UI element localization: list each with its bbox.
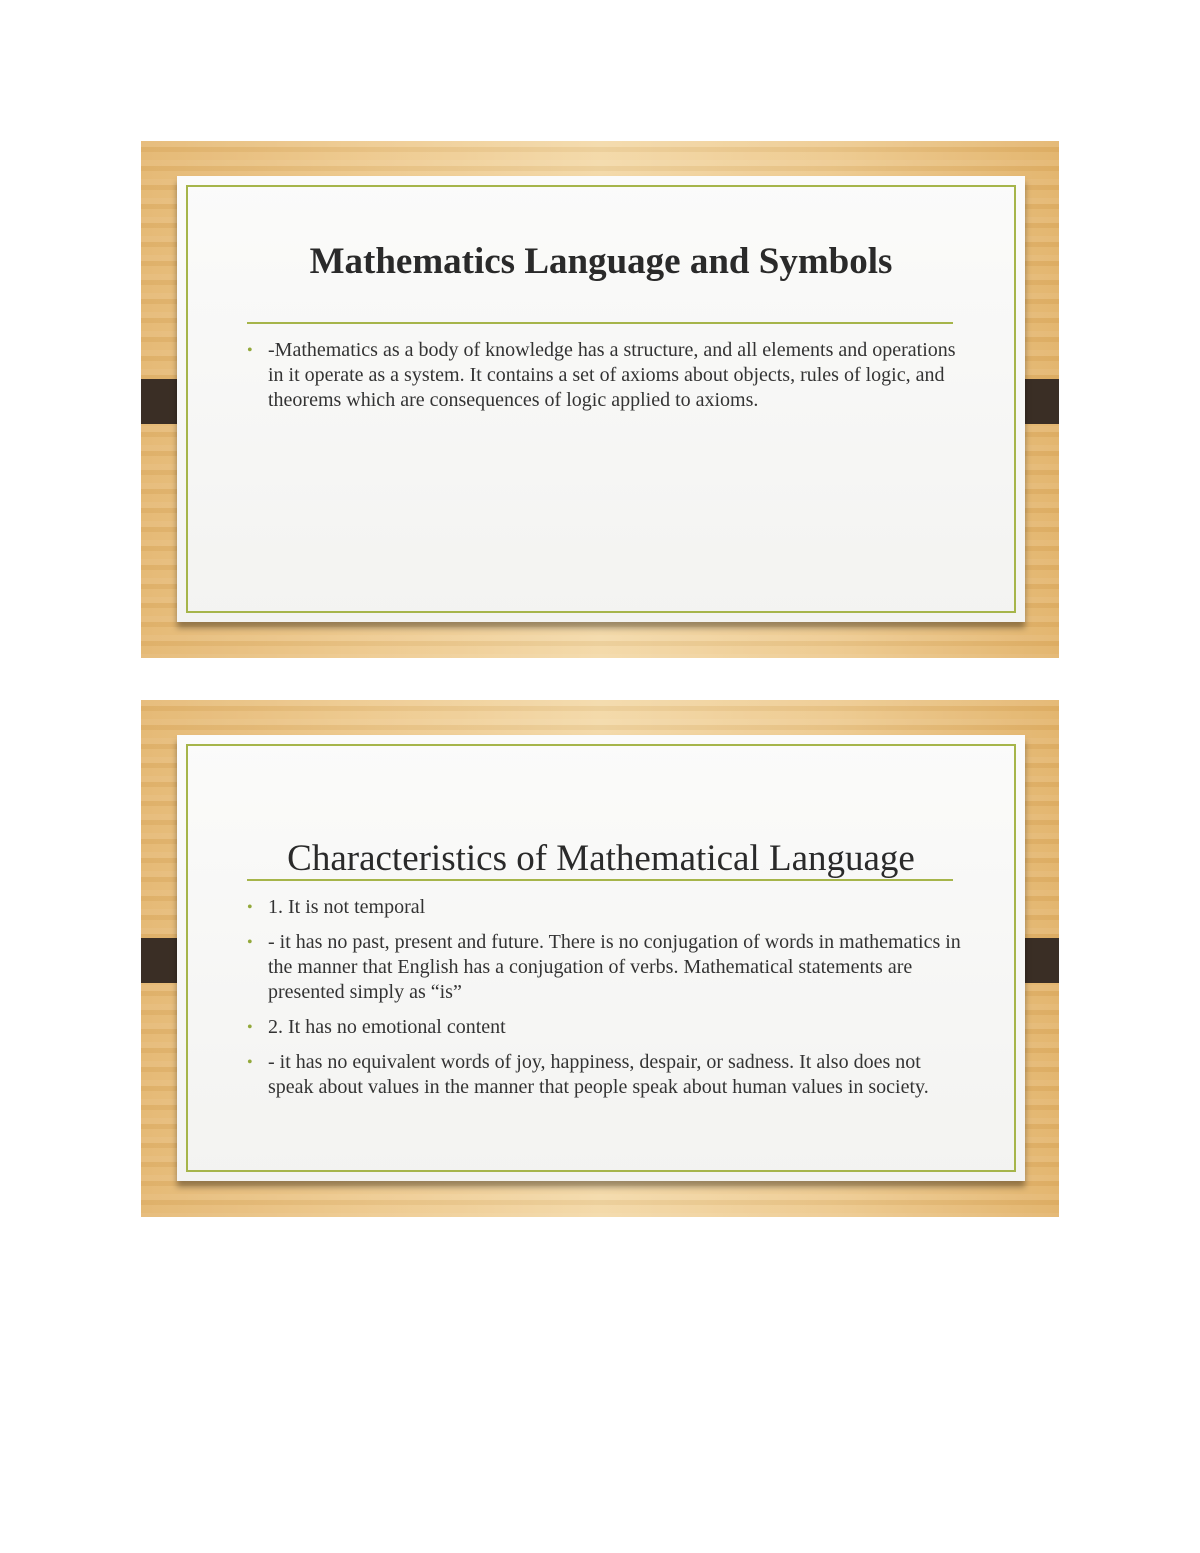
bullet-item <box>247 1050 962 1100</box>
bullet-icon: • <box>247 1054 253 1071</box>
bullet-text: - it has no equivalent words of joy, happiness, despair, or sadness. It also does not speak about values in the manner that people speak about human values in society. <box>268 1051 929 1098</box>
bullet-icon: • <box>247 934 253 951</box>
title-divider <box>247 879 953 881</box>
slide-title: Mathematics Language and Symbols <box>309 241 893 282</box>
bullet-item <box>247 1015 962 1040</box>
bullet-item <box>247 930 962 1005</box>
bullet-icon: • <box>247 1019 253 1036</box>
slide-2 <box>141 700 1059 1217</box>
slide-title: Characteristics of Mathematical Language <box>287 838 915 879</box>
slide-1 <box>141 141 1059 658</box>
bullet-list <box>247 895 962 1110</box>
title-divider <box>247 322 953 324</box>
bullet-text: - it has no past, present and future. There is no conjugation of words in mathematics in the manner that English has a conjugation of verbs. Mathematical statements are presented simply as “is” <box>268 931 961 1003</box>
bullet-text: -Mathematics as a body of knowledge has a structure, and all elements and operations in it operate as a system. It contains a set of axioms about objects, rules of logic, and theorems which are consequences of logic applied to axioms. <box>268 339 956 411</box>
bullet-item <box>247 338 962 413</box>
slide-card <box>177 176 1025 622</box>
slide-card <box>177 735 1025 1181</box>
bullet-text: 2. It has no emotional content <box>268 1016 506 1038</box>
bullet-icon: • <box>247 342 253 359</box>
bullet-item <box>247 895 962 920</box>
bullet-list <box>247 338 962 423</box>
bullet-text: 1. It is not temporal <box>268 896 426 918</box>
bullet-icon: • <box>247 899 253 916</box>
